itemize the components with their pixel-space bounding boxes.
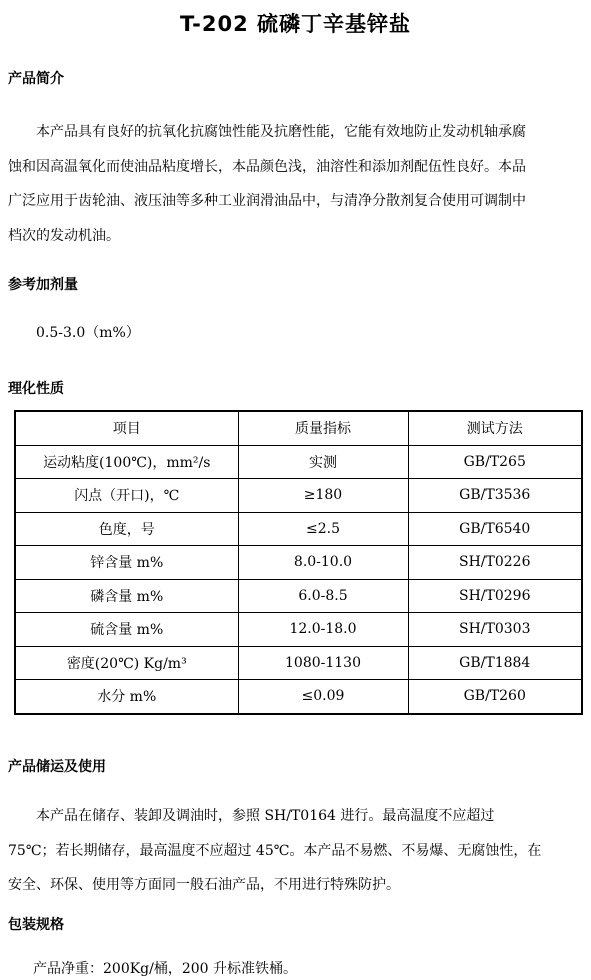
storage-line-3: 安全、环保、使用等方面同一般石油产品，不用进行特殊防护。 (8, 877, 400, 893)
properties-heading: 理化性质 (8, 381, 64, 397)
dosage-heading: 参考加剂量 (8, 277, 78, 293)
table-header-row (15, 411, 582, 445)
intro-line-2: 蚀和因高温氧化而使油品粘度增长，本品颜色浅，油溶性和添加剂配伍性良好。本品 (8, 158, 526, 175)
storage-paragraph (8, 799, 583, 903)
column-header-item: 项目 (15, 411, 238, 445)
cell-spec: 1080-1130 (238, 646, 408, 680)
cell-spec: ≤2.5 (238, 512, 408, 546)
cell-item: 硫含量 m% (15, 613, 238, 647)
intro-line-1: 本产品具有良好的抗氧化抗腐蚀性能及抗磨性能，它能有效地防止发动机轴承腐 (36, 124, 526, 140)
cell-item: 锌含量 m% (15, 546, 238, 580)
cell-spec: ≤0.09 (238, 680, 408, 714)
table-row (15, 512, 582, 546)
cell-spec: ≥180 (238, 479, 408, 513)
intro-paragraph (8, 115, 583, 253)
cell-method: GB/T3536 (408, 479, 582, 513)
cell-method: GB/T6540 (408, 512, 582, 546)
table-row (15, 479, 582, 513)
page-title: T-202 硫磷丁辛基锌盐 (179, 12, 412, 36)
storage-heading: 产品储运及使用 (8, 759, 106, 775)
cell-spec: 8.0-10.0 (238, 546, 408, 580)
cell-spec: 实测 (238, 445, 408, 479)
cell-method: GB/T1884 (408, 646, 582, 680)
cell-method: SH/T0226 (408, 546, 582, 580)
cell-method: GB/T265 (408, 445, 582, 479)
cell-method: GB/T260 (408, 680, 582, 714)
cell-method: SH/T0303 (408, 613, 582, 647)
storage-line-2: 75℃；若长期储存，最高温度不应超过 45℃。本产品不易燃、不易爆、无腐蚀性，在 (8, 842, 542, 859)
cell-spec: 6.0-8.5 (238, 579, 408, 613)
table-row (15, 546, 582, 580)
intro-line-4: 档次的发动机油。 (8, 227, 120, 244)
column-header-spec: 质量指标 (238, 411, 408, 445)
packaging-heading: 包装规格 (8, 917, 64, 933)
table-row (15, 680, 582, 714)
table-row (15, 613, 582, 647)
intro-heading: 产品简介 (8, 71, 64, 87)
table-row (15, 445, 582, 479)
cell-item: 运动粘度(100℃)，mm²/s (15, 445, 238, 479)
cell-item: 密度(20℃) Kg/m³ (15, 646, 238, 680)
packaging-text: 产品净重：200Kg/桶，200 升标准铁桶。 (33, 961, 298, 977)
cell-item: 闪点（开口)，℃ (15, 479, 238, 513)
cell-item: 磷含量 m% (15, 579, 238, 613)
table-row (15, 646, 582, 680)
properties-table (14, 410, 583, 715)
cell-item: 色度，号 (15, 512, 238, 546)
dosage-value: 0.5-3.0（m%） (36, 325, 140, 341)
cell-item: 水分 m% (15, 680, 238, 714)
cell-spec: 12.0-18.0 (238, 613, 408, 647)
storage-line-1: 本产品在储存、装卸及调油时，参照 SH/T0164 进行。最高温度不应超过 (36, 808, 495, 824)
intro-line-3: 广泛应用于齿轮油、液压油等多种工业润滑油品中，与清净分散剂复合使用可调制中 (8, 193, 526, 209)
table-row (15, 579, 582, 613)
column-header-method: 测试方法 (408, 411, 582, 445)
cell-method: SH/T0296 (408, 579, 582, 613)
